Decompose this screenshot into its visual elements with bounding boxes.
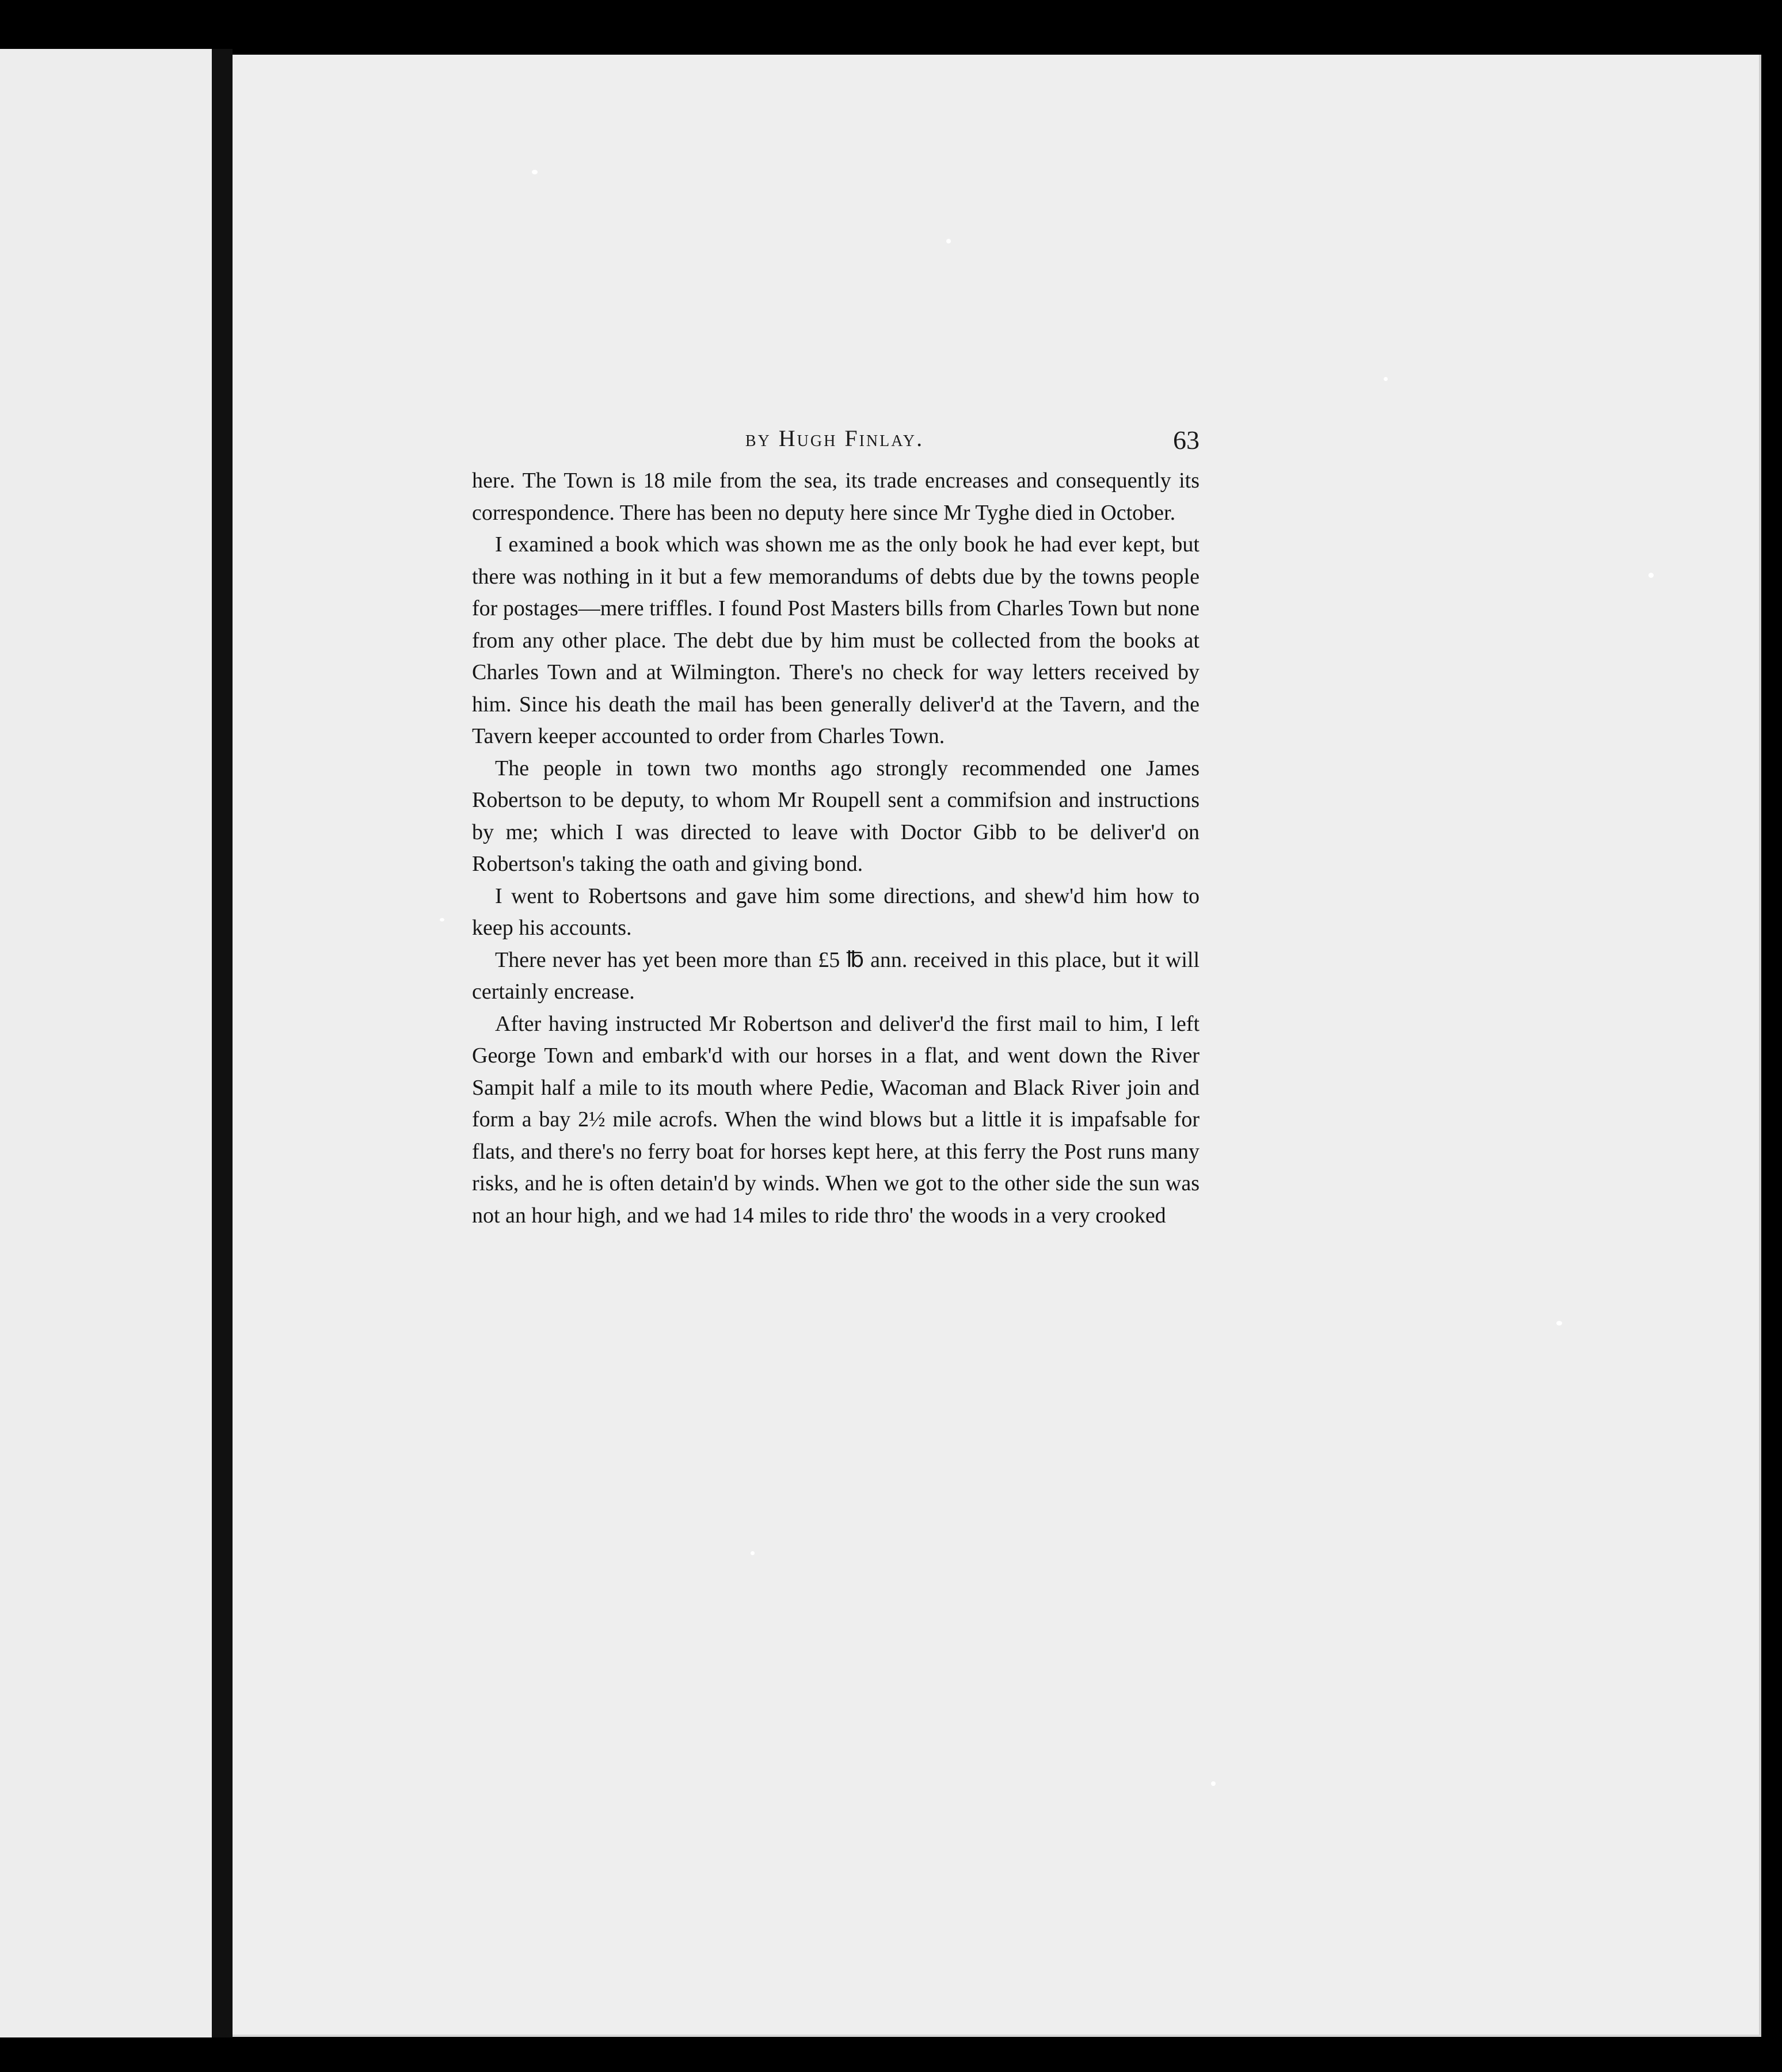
body-text <box>472 465 1200 1232</box>
paragraph: After having instructed Mr Robertson and deliver'd the first mail to him, I left George Town and embark'd with our horses in a flat, and went down the River Sampit half a mile to its mouth where Pedie, Wacoman and Black River join and form a bay 2½ mile acrofs. When the wind blows but a little it is impafsable for flats, and there's no ferry boat for horses kept here, at this ferry the Post runs many risks, and he is often detain'd by winds. When we got to the other side the sun was not an hour high, and we had 14 miles to ride thro' the woods in a very crooked <box>472 1011 1200 1228</box>
paragraph: I examined a book which was shown me as the only book he had ever kept, but there was nothing in it but a few memorandums of debts due by the towns people for postages—mere triffles. I found Post Masters bills from Charles Town but none from any other place. The debt due by him must be collected from the books at Charles Town and at Wilmington. There's no check for way letters received by him. Since his death the mail has been generally deliver'd at the Tavern, and the Tavern keeper accounted to order from Charles Town. <box>472 532 1200 748</box>
dust-speck <box>440 918 444 921</box>
dust-speck <box>1556 1321 1562 1326</box>
paragraph: The people in town two months ago strongly recommended one James Robertson to be deputy, to whom Mr Roupell sent a commifsion and instructions by me; which I was directed to leave with Doctor Gibb to be deliver'd on Robertson's taking the oath and giving bond. <box>472 756 1200 876</box>
dust-speck <box>1384 377 1388 381</box>
left-facing-page <box>0 49 212 2037</box>
running-head <box>472 425 1200 459</box>
page-gutter <box>212 49 233 2037</box>
dust-speck <box>751 1551 755 1555</box>
running-head-title: by Hugh Finlay. <box>745 425 924 451</box>
paragraph: here. The Town is 18 mile from the sea, its trade encreases and consequently its correspondence. There has been no deputy here since Mr Tyghe died in October. <box>472 469 1200 525</box>
dust-speck <box>1648 573 1654 578</box>
dust-speck <box>946 239 951 243</box>
dust-speck <box>1211 1781 1216 1786</box>
paragraph: There never has yet been more than £5 ℔ ann. received in this place, but it will certainly encrease. <box>472 947 1200 1004</box>
page-number: 63 <box>1173 425 1200 455</box>
paragraph: I went to Robertsons and gave him some directions, and shew'd him how to keep his accounts. <box>472 883 1200 940</box>
dust-speck <box>532 170 538 174</box>
